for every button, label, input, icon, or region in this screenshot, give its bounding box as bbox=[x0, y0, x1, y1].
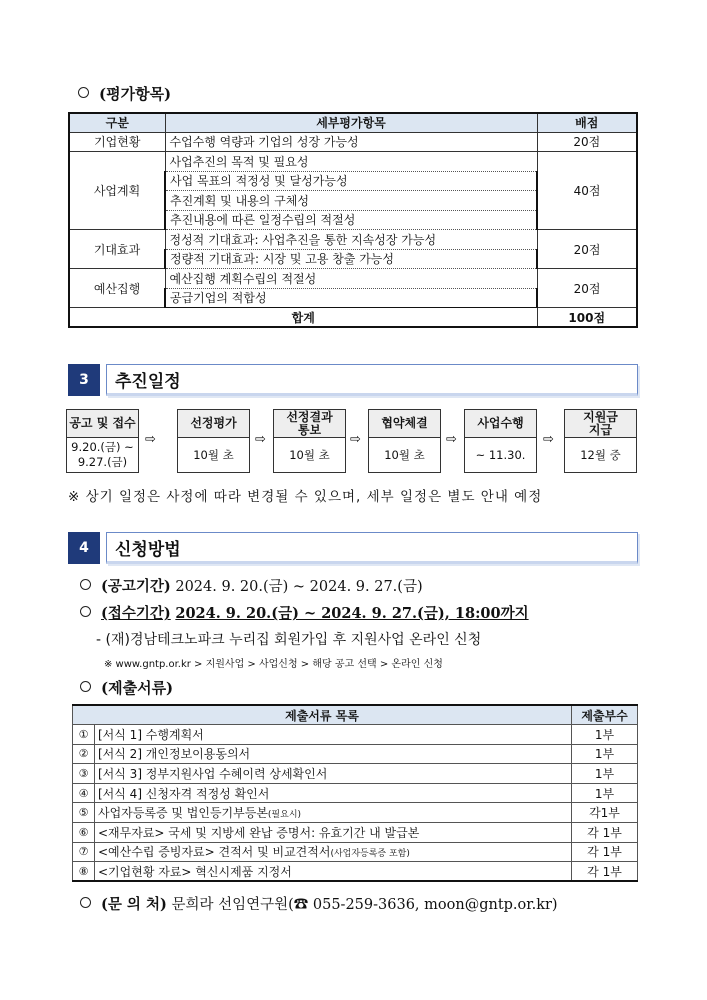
circle-bullet-icon bbox=[80, 897, 91, 908]
row-number: ⑦ bbox=[73, 842, 95, 862]
table-row bbox=[73, 862, 638, 882]
eval-item: 공급기업의 적합성 bbox=[165, 288, 537, 308]
eval-heading: (평가항목) bbox=[78, 83, 171, 104]
arrow-right-icon: ⇨ bbox=[255, 432, 266, 447]
doc-name: [서식 4] 신청자격 적정성 확인서 bbox=[95, 783, 572, 803]
eval-item: 사업추진의 목적 및 필요성 bbox=[165, 152, 537, 172]
step-title: 공고 및 접수 bbox=[67, 410, 138, 438]
doc-count: 각1부 bbox=[572, 803, 638, 823]
eval-score: 20점 bbox=[537, 269, 637, 308]
contact bbox=[80, 893, 558, 914]
eval-score: 20점 bbox=[537, 230, 637, 269]
table-row bbox=[73, 725, 638, 745]
table-row bbox=[73, 823, 638, 843]
eval-total-score: 100점 bbox=[537, 308, 637, 328]
eval-item: 수업수행 역량과 기업의 성장 가능성 bbox=[165, 132, 537, 152]
docs-heading: (제출서류) bbox=[80, 677, 173, 698]
doc-name: [서식 3] 정부지원사업 수혜이력 상세확인서 bbox=[95, 764, 572, 784]
eval-total-label: 합계 bbox=[69, 308, 537, 328]
doc-note: (필요시) bbox=[267, 810, 302, 821]
step-detail: 12월 중 bbox=[580, 447, 621, 462]
table-row bbox=[73, 744, 638, 764]
eval-item: 정성적 기대효과: 사업추진을 통한 지속성장 가능성 bbox=[165, 230, 537, 250]
step-title: 사업수행 bbox=[465, 410, 536, 438]
doc-name: <재무자료> 국세 및 지방세 완납 증명서: 유효기간 내 발급본 bbox=[95, 823, 572, 843]
doc-name: 사업자등록증 및 법인등기부등본(필요시) bbox=[95, 803, 572, 823]
step-detail: 10월 초 bbox=[289, 447, 330, 462]
receipt-period bbox=[80, 602, 529, 623]
row-number: ④ bbox=[73, 783, 95, 803]
step-title: 협약체결 bbox=[369, 410, 440, 438]
eval-item: 추진내용에 따른 일정수립의 적절성 bbox=[165, 210, 537, 230]
doc-name: [서식 2] 개인정보이용동의서 bbox=[95, 744, 572, 764]
arrow-right-icon: ⇨ bbox=[446, 432, 457, 447]
section-title: 추진일정 bbox=[106, 364, 638, 396]
eval-category: 기업현황 bbox=[69, 132, 165, 152]
doc-name: <예산수립 증빙자료> 견적서 및 비교견적서(사업자등록증 포함) bbox=[95, 842, 572, 862]
eval-item: 사업 목표의 적정성 및 달성가능성 bbox=[165, 171, 537, 191]
eval-item: 예산집행 계획수립의 적절성 bbox=[165, 269, 537, 289]
circle-bullet-icon bbox=[80, 681, 91, 692]
row-number: ⑤ bbox=[73, 803, 95, 823]
schedule-step bbox=[177, 409, 250, 473]
notice-period bbox=[80, 575, 423, 596]
eval-score: 20점 bbox=[537, 132, 637, 152]
contact-value: 문희라 선임연구원(☎ 055-259-3636, moon@gntp.or.kr) bbox=[171, 897, 558, 913]
notice-period-label: (공고기간) bbox=[101, 578, 171, 595]
row-number: ⑥ bbox=[73, 823, 95, 843]
doc-count: 1부 bbox=[572, 783, 638, 803]
step-title: 선정결과 통보 bbox=[274, 410, 345, 438]
table-row bbox=[73, 783, 638, 803]
schedule-note: ※ 상기 일정은 사정에 따라 변경될 수 있으며, 세부 일정은 별도 안내 예정 bbox=[68, 489, 543, 505]
arrow-right-icon: ⇨ bbox=[145, 432, 156, 447]
row-number: ⑧ bbox=[73, 862, 95, 882]
section-number: 3 bbox=[68, 364, 100, 396]
receipt-period-value: 2024. 9. 20.(금) ~ 2024. 9. 27.(금), 18:00까지 bbox=[175, 605, 529, 622]
step-title: 선정평가 bbox=[178, 410, 249, 438]
row-number: ② bbox=[73, 744, 95, 764]
schedule-step bbox=[464, 409, 537, 473]
circle-bullet-icon bbox=[80, 606, 91, 617]
documents-table bbox=[72, 704, 638, 882]
section-title: 신청방법 bbox=[106, 532, 638, 564]
eval-header-category: 구분 bbox=[69, 113, 165, 132]
eval-item: 정량적 기대효과: 시장 및 고용 창출 가능성 bbox=[165, 249, 537, 269]
step-detail: 9.20.(금) ~ 9.27.(금) bbox=[71, 440, 134, 469]
contact-label: (문 의 처) bbox=[101, 896, 167, 913]
doc-count: 각 1부 bbox=[572, 842, 638, 862]
step-detail: 10월 초 bbox=[193, 447, 234, 462]
doc-count: 1부 bbox=[572, 744, 638, 764]
receipt-path: ※ www.gntp.or.kr > 지원사업 > 사업신청 > 해당 공고 선택 > 온라인 신청 bbox=[104, 659, 443, 670]
eval-header-score: 배점 bbox=[537, 113, 637, 132]
doc-name: <기업현황 자료> 혁신시제품 지정서 bbox=[95, 862, 572, 882]
receipt-method: - (재)경남테크노파크 누리집 회원가입 후 지원사업 온라인 신청 bbox=[96, 632, 482, 648]
schedule-step bbox=[564, 409, 637, 473]
row-number: ③ bbox=[73, 764, 95, 784]
section-number: 4 bbox=[68, 532, 100, 564]
notice-period-value: 2024. 9. 20.(금) ~ 2024. 9. 27.(금) bbox=[175, 579, 423, 595]
section-4-header bbox=[68, 532, 638, 564]
eval-score: 40점 bbox=[537, 152, 637, 230]
section-3-header bbox=[68, 364, 638, 396]
doc-note: (사업자등록증 포함) bbox=[330, 849, 410, 860]
eval-item: 추진계획 및 내용의 구체성 bbox=[165, 191, 537, 211]
arrow-right-icon: ⇨ bbox=[350, 432, 361, 447]
eval-header-item: 세부평가항목 bbox=[165, 113, 537, 132]
row-number: ① bbox=[73, 725, 95, 745]
step-detail: ~ 11.30. bbox=[475, 447, 526, 462]
circle-bullet-icon bbox=[80, 579, 91, 590]
table-row bbox=[73, 764, 638, 784]
eval-category: 기대효과 bbox=[69, 230, 165, 269]
circle-bullet-icon bbox=[78, 87, 89, 98]
doc-count: 각 1부 bbox=[572, 862, 638, 882]
doc-count: 1부 bbox=[572, 725, 638, 745]
step-detail: 10월 초 bbox=[384, 447, 425, 462]
doc-count: 1부 bbox=[572, 764, 638, 784]
eval-category: 예산집행 bbox=[69, 269, 165, 308]
step-title: 지원금 지급 bbox=[565, 410, 636, 438]
arrow-right-icon: ⇨ bbox=[543, 432, 554, 447]
schedule-step bbox=[273, 409, 346, 473]
receipt-period-label: (접수기간) bbox=[101, 605, 171, 622]
table-row bbox=[73, 842, 638, 862]
doc-count: 각 1부 bbox=[572, 823, 638, 843]
docs-header-list: 제출서류 목록 bbox=[73, 705, 572, 725]
table-row bbox=[73, 803, 638, 823]
evaluation-table bbox=[68, 112, 638, 328]
schedule-step bbox=[66, 409, 139, 473]
schedule-step bbox=[368, 409, 441, 473]
doc-name: [서식 1] 수행계획서 bbox=[95, 725, 572, 745]
eval-category: 사업계획 bbox=[69, 152, 165, 230]
docs-header-count: 제출부수 bbox=[572, 705, 638, 725]
